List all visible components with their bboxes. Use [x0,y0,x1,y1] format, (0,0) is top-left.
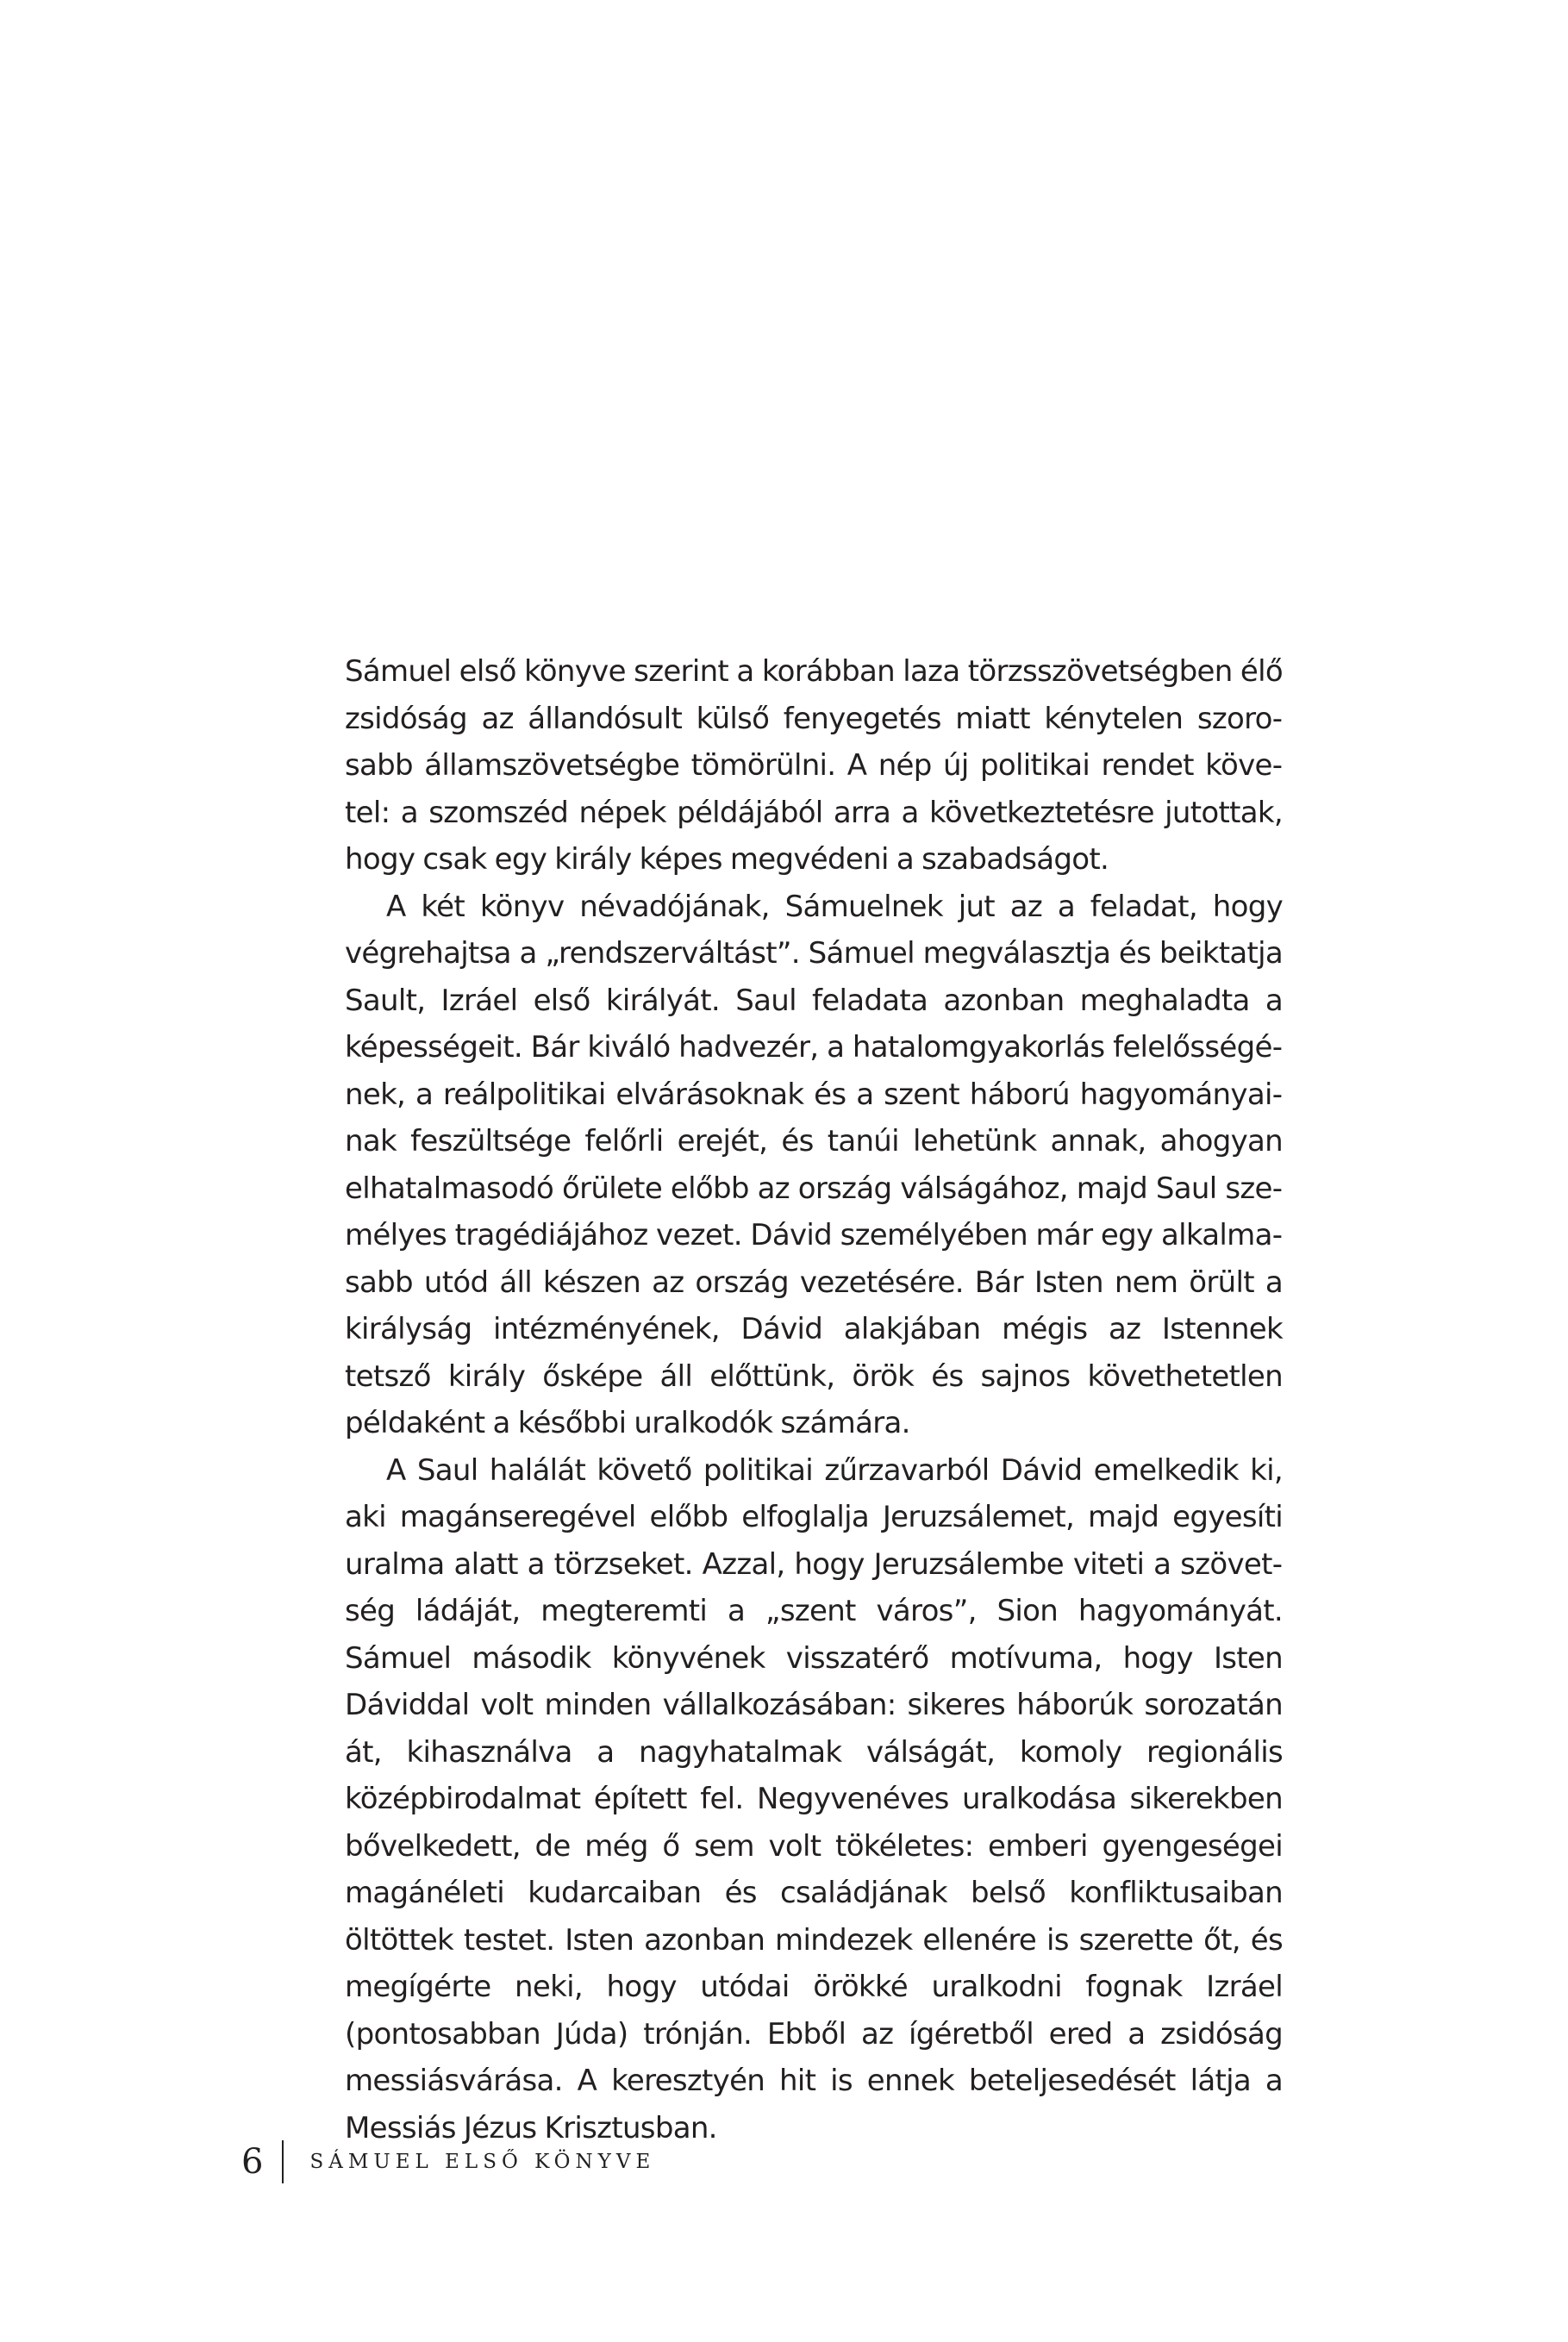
page-footer [241,2136,655,2188]
paragraph-3: A Saul halálát követő politikai zűrzavarból Dávid emelkedik ki, aki magánseregével előbb elfoglalja Jeruzsálemet, majd egyesíti uralma alatt a törzseket. Azzal, hogy Jeruzsálembe viteti a szövetség ládáját, megteremti a „szent város”, Sion hagyományát. Sámuel második könyvének visszatérő motívuma, hogy Isten Dáviddal volt minden vállalkozásában: sikeres háborúk sorozatán át, kihasználva a nagyhatalmak válságát, komoly regionális középbirodalmat épített fel. Negyvenéves uralkodása sikerekben bővelkedett, de még ő sem volt tökéletes: emberi gyengeségei magánéleti kudarcaiban és családjának belső konfliktusaiban öltöttek testet. Isten azonban mindezek ellenére is szerette őt, és megígérte neki, hogy utódai örökké uralkodni fognak Izráel (pontosabban Júda) trónján. Ebből az ígéretből ered a zsidóság messiásvárása. A keresztyén hit is ennek beteljesedését látja a Messiás Jézus Krisztusban. [345,1452,1283,2145]
running-head: SÁMUEL ELSŐ KÖNYVE [309,2151,656,2173]
paragraph-2: A két könyv névadójának, Sámuelnek jut az a feladat, hogy végrehajtsa a „rendszerváltást”. Sámuel megválasztja és beiktatja Sault, Izráel első királyát. Saul feladata azonban meghaladta a képességeit. Bár kiváló hadvezér, a hatalomgyakorlás felelősségének, a reálpolitikai elvárásoknak és a szent háború hagyományainak feszültsége felőrli erejét, és tanúi lehetünk annak, ahogyan elhatalmasodó őrülete előbb az ország válságához, majd Saul személyes tragédiájához vezet. Dávid személyében már egy alkalmasabb utód áll készen az ország vezetésére. Bár Isten nem örült a királyság intézményének, Dávid alakjában mégis az Istennek tetsző király ősképe áll előttünk, örök és sajnos követhetetlen példaként a későbbi uralkodók számára. [345,889,1283,1440]
footer-divider [282,2140,284,2183]
body-text [345,648,1283,2152]
page-number: 6 [241,2142,264,2182]
paragraph-1: Sámuel első könyve szerint a korábban laza törzsszövetségben élő zsidóság az állandósult külső fenyegetés miatt kénytelen szorosabb államszövetségbe tömörülni. A nép új politikai rendet követel: a szomszéd népek példájából arra a következtetésre jutottak, hogy csak egy király képes megvédeni a szabadságot. [345,654,1283,877]
